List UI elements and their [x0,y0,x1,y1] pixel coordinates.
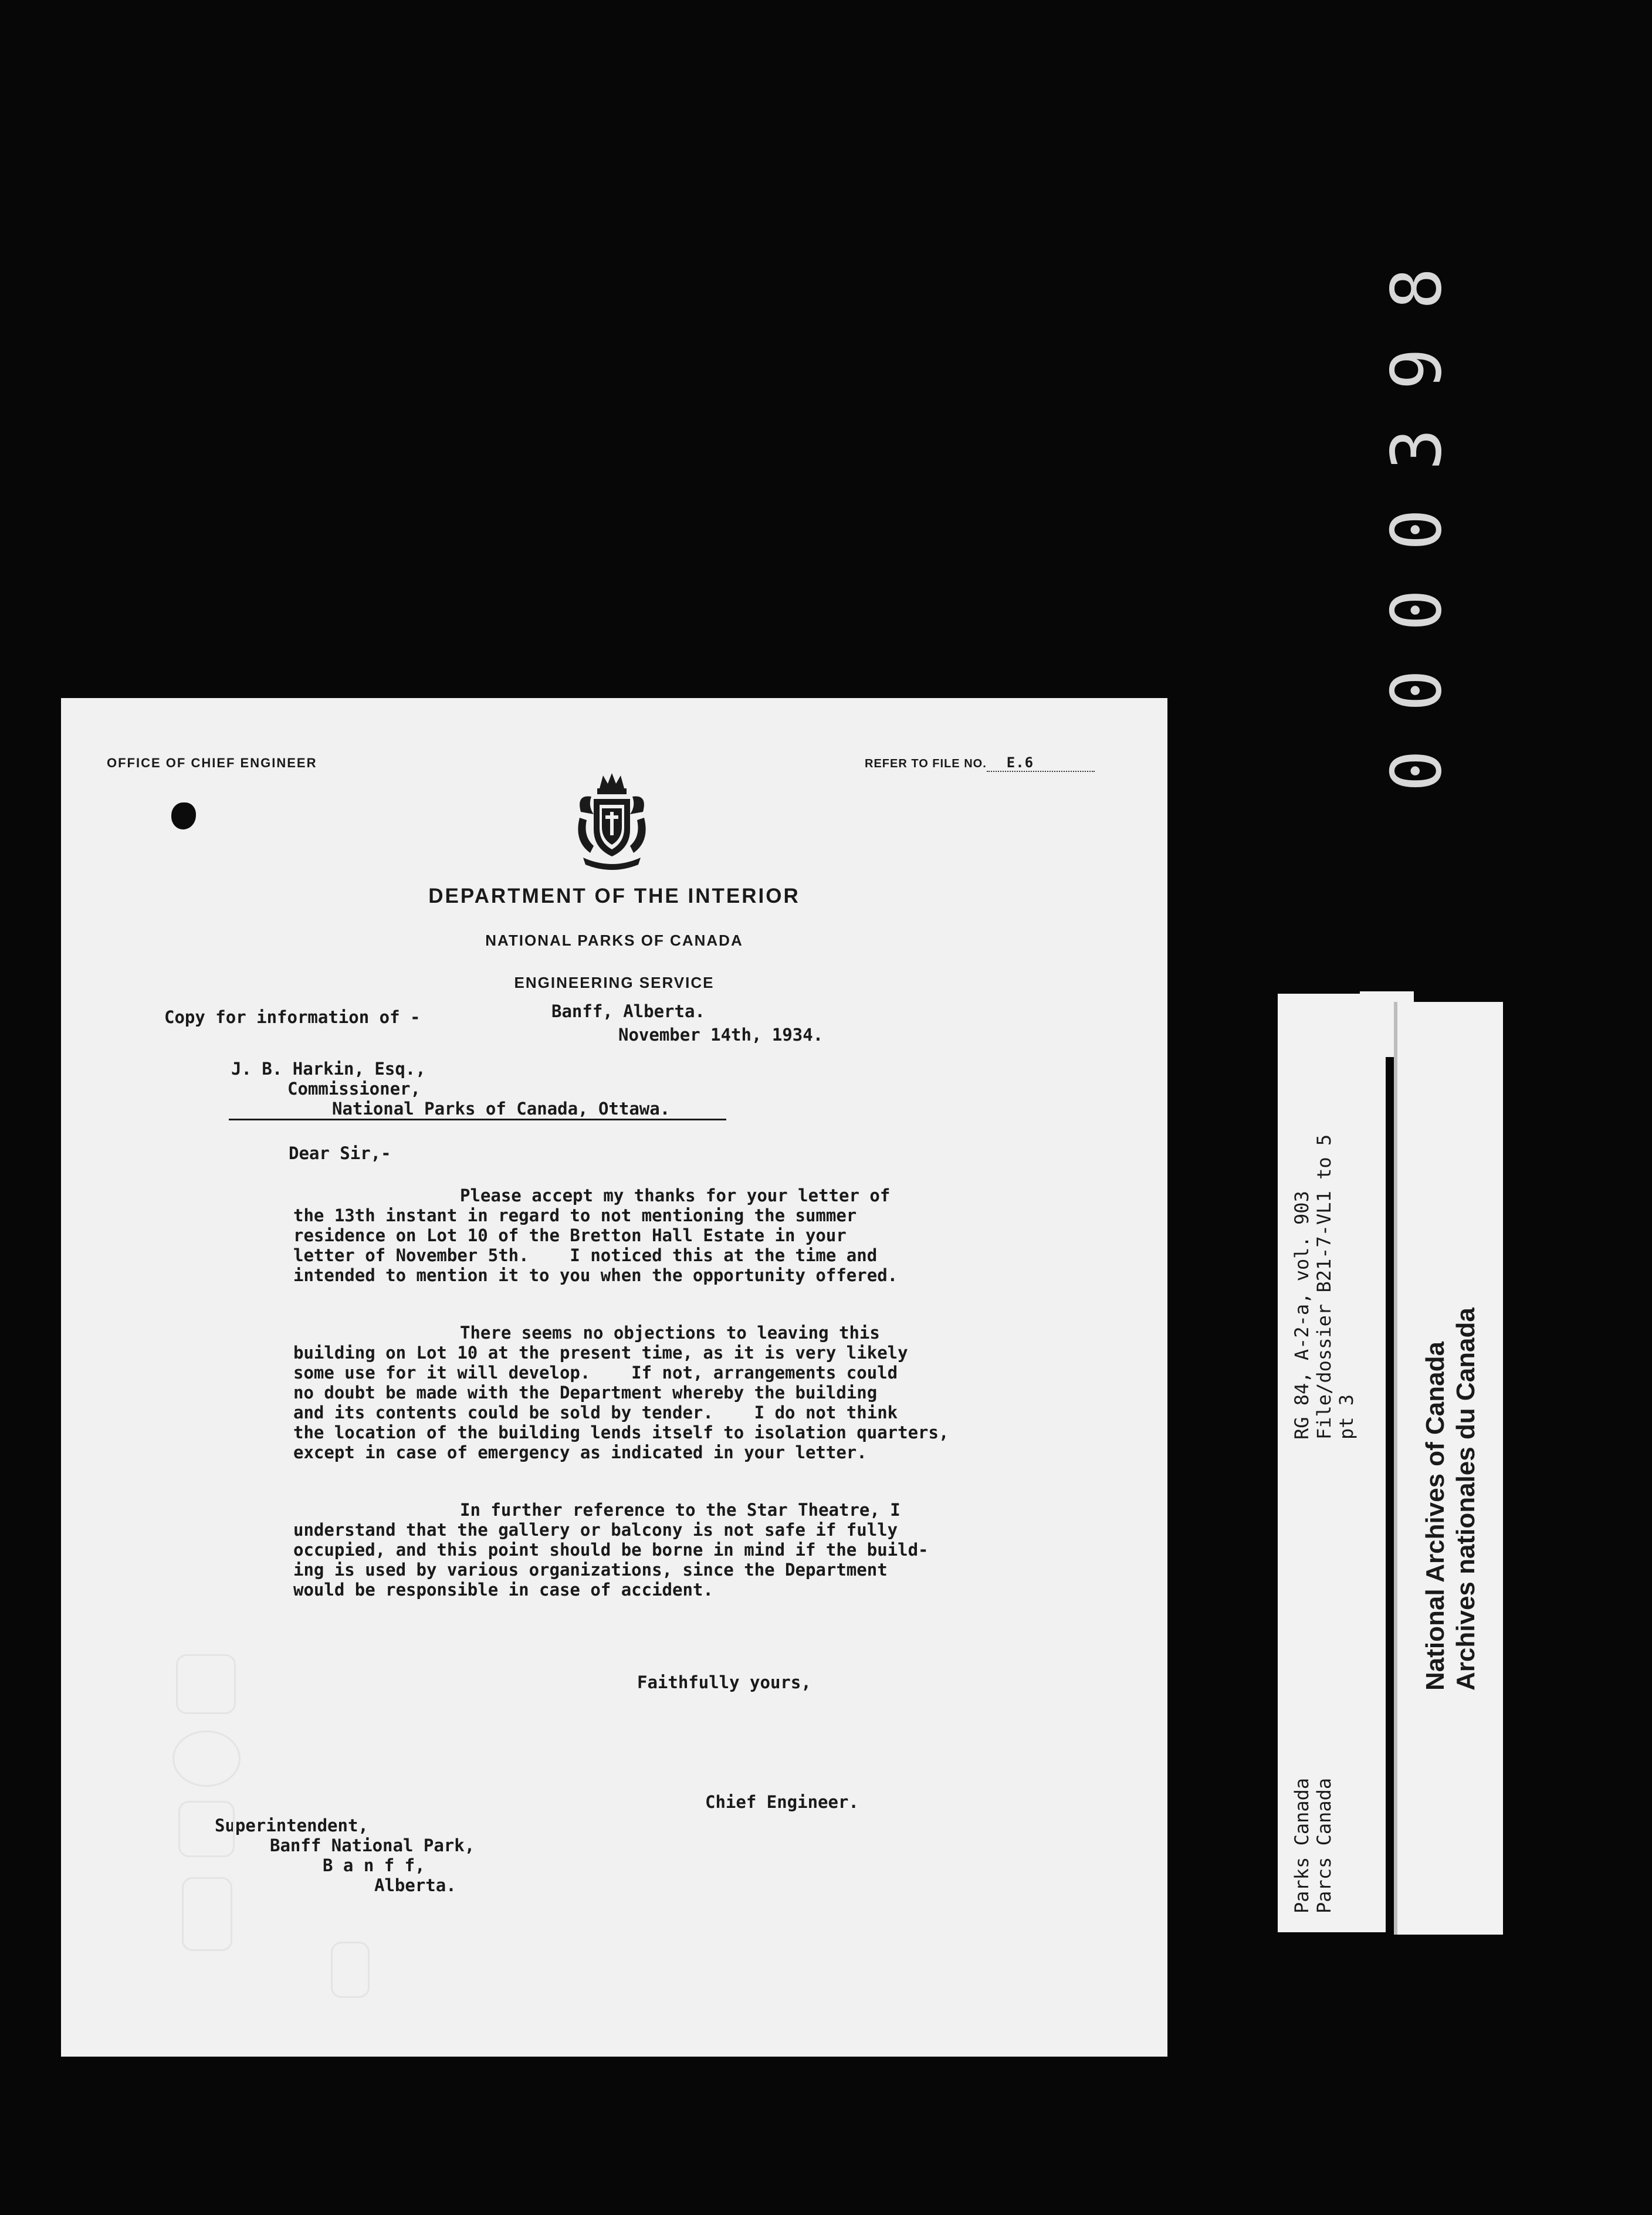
paragraph-line: In further reference to the Star Theatre, I [460,1500,901,1520]
bleed-through-mark [178,1801,235,1857]
agency-line: Parks Canada [1291,1777,1313,1913]
institution-line: Archives nationales du Canada [1451,1308,1480,1691]
paragraph-line: intended to mention it to you when the opportunity offered. [293,1265,898,1285]
department-title: DEPARTMENT OF THE INTERIOR [428,885,800,907]
archive-reference-line: File/dossier B21-7-VL1 to 5 [1313,1134,1335,1440]
archive-reference-line: pt 3 [1335,1394,1358,1440]
letter-page [61,698,1167,2057]
closing: Faithfully yours, [637,1672,811,1692]
cc-line: Superintendent, [215,1816,368,1835]
frame-number-text: 0000398 [1376,229,1458,792]
paragraph-line: building on Lot 10 at the present time, as it is very likely [293,1343,908,1363]
service-subtitle: ENGINEERING SERVICE [514,974,715,991]
paragraph-line: would be responsible in case of accident. [293,1580,713,1600]
copy-note: Copy for information of - [164,1007,421,1027]
signature-title: Chief Engineer. [705,1792,859,1812]
refer-to-file [865,754,1095,772]
cc-line: Alberta. [374,1875,456,1895]
recipient-line: J. B. Harkin, Esq., [231,1059,426,1079]
letter-place: Banff, Alberta. [551,1001,705,1021]
paragraph-line: There seems no objections to leaving this [460,1323,880,1343]
archive-reference-card [1278,994,1386,1932]
cc-line: B a n f f, [323,1855,425,1875]
paragraph-line: the location of the building lends itself to isolation quarters, [293,1423,949,1442]
paragraph-line: ing is used by various organizations, since the Department [293,1560,888,1580]
archive-reference-line: RG 84, A-2-a, vol. 903 [1291,1191,1313,1440]
file-number: E.6 [987,754,1095,772]
parks-subtitle: NATIONAL PARKS OF CANADA [485,932,743,949]
paragraph-line: except in case of emergency as indicated in your letter. [293,1442,867,1462]
recipient-line: Commissioner, [287,1079,421,1099]
paragraph-line: some use for it will develop. If not, arrangements could [293,1363,898,1383]
paragraph-line: letter of November 5th. I noticed this at the time and [293,1245,878,1265]
bleed-through-mark [182,1877,232,1951]
paragraph-line: no doubt be made with the Department whereby the building [293,1383,878,1403]
recipient-underline [229,1119,726,1120]
paragraph-line: Please accept my thanks for your letter of [460,1186,891,1205]
office-heading: OFFICE OF CHIEF ENGINEER [107,756,317,770]
refer-label: REFER TO FILE NO. [865,757,987,770]
paragraph-line: the 13th instant in regard to not mentioning the summer [293,1205,857,1225]
bleed-through-mark [176,1654,236,1714]
agency-line: Parcs Canada [1313,1777,1335,1913]
letter-date: November 14th, 1934. [618,1025,824,1045]
paragraph-line: understand that the gallery or balcony is not safe if fully [293,1520,898,1540]
paragraph-line: and its contents could be sold by tender. I do not think [293,1403,898,1423]
salutation: Dear Sir,- [289,1143,391,1163]
ink-blot [171,802,196,829]
institution-line: National Archives of Canada [1421,1342,1450,1691]
paragraph-line: residence on Lot 10 of the Bretton Hall Estate in your [293,1225,847,1245]
bleed-through-mark [172,1730,241,1787]
recipient-line: National Parks of Canada, Ottawa. [332,1099,671,1119]
coat-of-arms-icon [570,771,654,871]
paragraph-line: occupied, and this point should be borne in mind if the build- [293,1540,929,1560]
cc-line: Banff National Park, [270,1835,475,1855]
microfilm-frame-number [1376,229,1458,792]
bleed-through-mark [331,1942,370,1998]
archive-institution-card [1394,1002,1503,1935]
